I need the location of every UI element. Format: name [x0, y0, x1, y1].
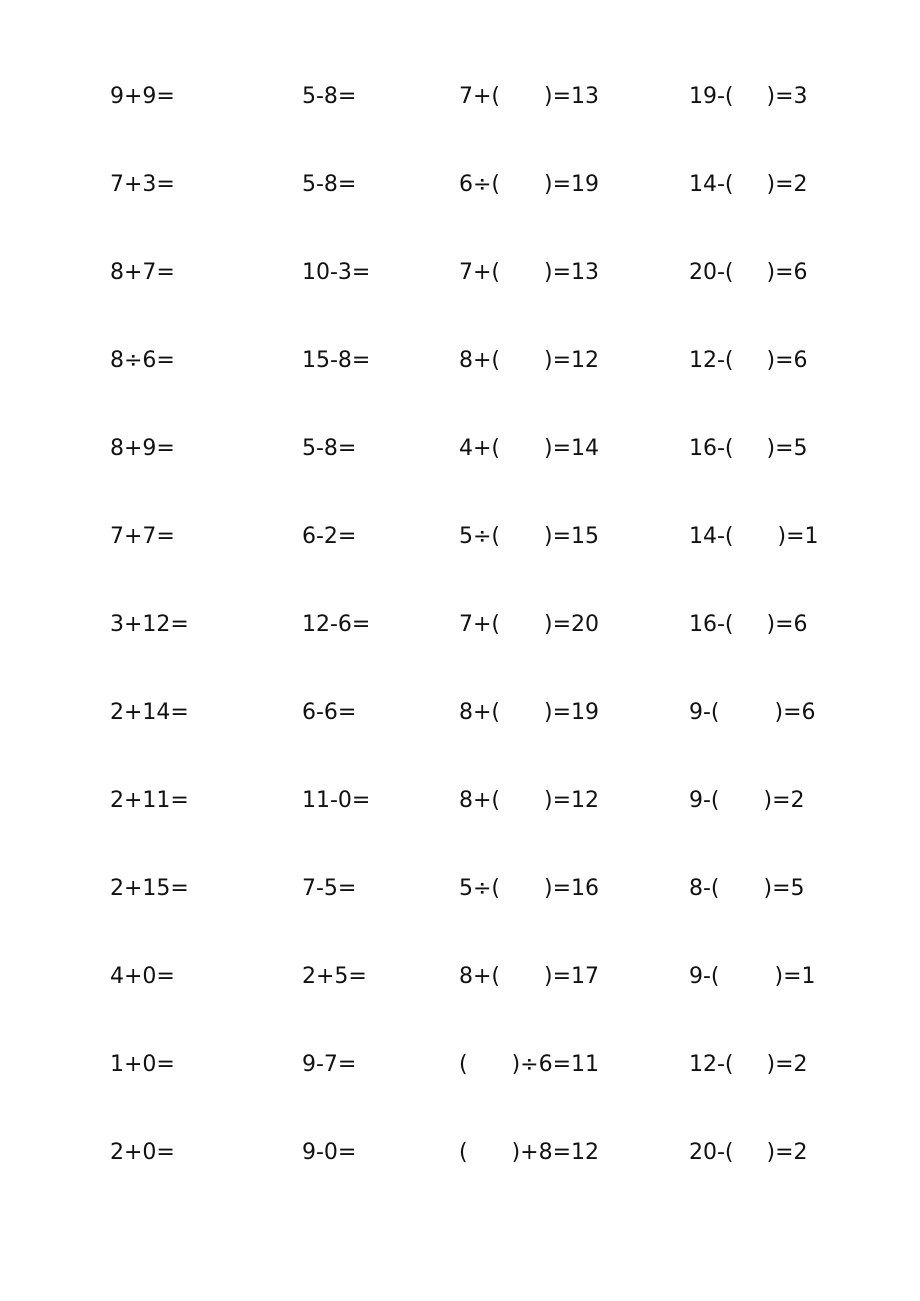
math-problem: 14-( )=2: [689, 172, 808, 197]
math-problem: 8+( )=17: [459, 964, 600, 989]
math-problem: 7+7=: [110, 524, 175, 549]
math-problem: 20-( )=2: [689, 1140, 808, 1165]
math-problem: ( )÷6=11: [459, 1052, 600, 1077]
math-problem: ( )+8=12: [459, 1140, 600, 1165]
math-problem: 2+5=: [302, 964, 367, 989]
math-problem: 14-( )=1: [689, 524, 819, 549]
math-problem: 12-6=: [302, 612, 371, 637]
math-problem: 2+15=: [110, 876, 189, 901]
math-problem: 10-3=: [302, 260, 371, 285]
math-problem: 7+( )=13: [459, 260, 600, 285]
math-problem: 20-( )=6: [689, 260, 808, 285]
math-problem: 6-2=: [302, 524, 357, 549]
math-problem: 8+7=: [110, 260, 175, 285]
math-problem: 11-0=: [302, 788, 371, 813]
math-problem: 9-( )=2: [689, 788, 805, 813]
math-problem: 12-( )=6: [689, 348, 808, 373]
math-problem: 8+( )=12: [459, 788, 600, 813]
math-problem: 4+0=: [110, 964, 175, 989]
math-problem: 9-( )=6: [689, 700, 816, 725]
math-problem: 3+12=: [110, 612, 189, 637]
math-problem: 9-( )=1: [689, 964, 816, 989]
math-problem: 6-6=: [302, 700, 357, 725]
math-problem: 7+( )=20: [459, 612, 600, 637]
math-problem: 8+( )=19: [459, 700, 600, 725]
math-problem: 8÷6=: [110, 348, 175, 373]
math-problem: 2+14=: [110, 700, 189, 725]
math-problem: 8+9=: [110, 436, 175, 461]
math-problem: 6÷( )=19: [459, 172, 600, 197]
math-problem: 5÷( )=15: [459, 524, 600, 549]
math-problem: 9+9=: [110, 84, 175, 109]
math-problem: 5-8=: [302, 172, 357, 197]
math-problem: 2+11=: [110, 788, 189, 813]
math-problem: 16-( )=6: [689, 612, 808, 637]
math-problem: 1+0=: [110, 1052, 175, 1077]
math-problem: 2+0=: [110, 1140, 175, 1165]
math-problem: 9-7=: [302, 1052, 357, 1077]
math-problem: 5-8=: [302, 84, 357, 109]
math-problem: 8+( )=12: [459, 348, 600, 373]
math-problem: 5-8=: [302, 436, 357, 461]
math-problem: 5÷( )=16: [459, 876, 600, 901]
math-problem: 7-5=: [302, 876, 357, 901]
math-problem: 7+( )=13: [459, 84, 600, 109]
math-problem: 19-( )=3: [689, 84, 808, 109]
math-problem: 9-0=: [302, 1140, 357, 1165]
math-problem: 4+( )=14: [459, 436, 600, 461]
math-problem: 8-( )=5: [689, 876, 805, 901]
math-problem: 15-8=: [302, 348, 371, 373]
math-problem: 12-( )=2: [689, 1052, 808, 1077]
math-problem: 7+3=: [110, 172, 175, 197]
math-problem: 16-( )=5: [689, 436, 808, 461]
